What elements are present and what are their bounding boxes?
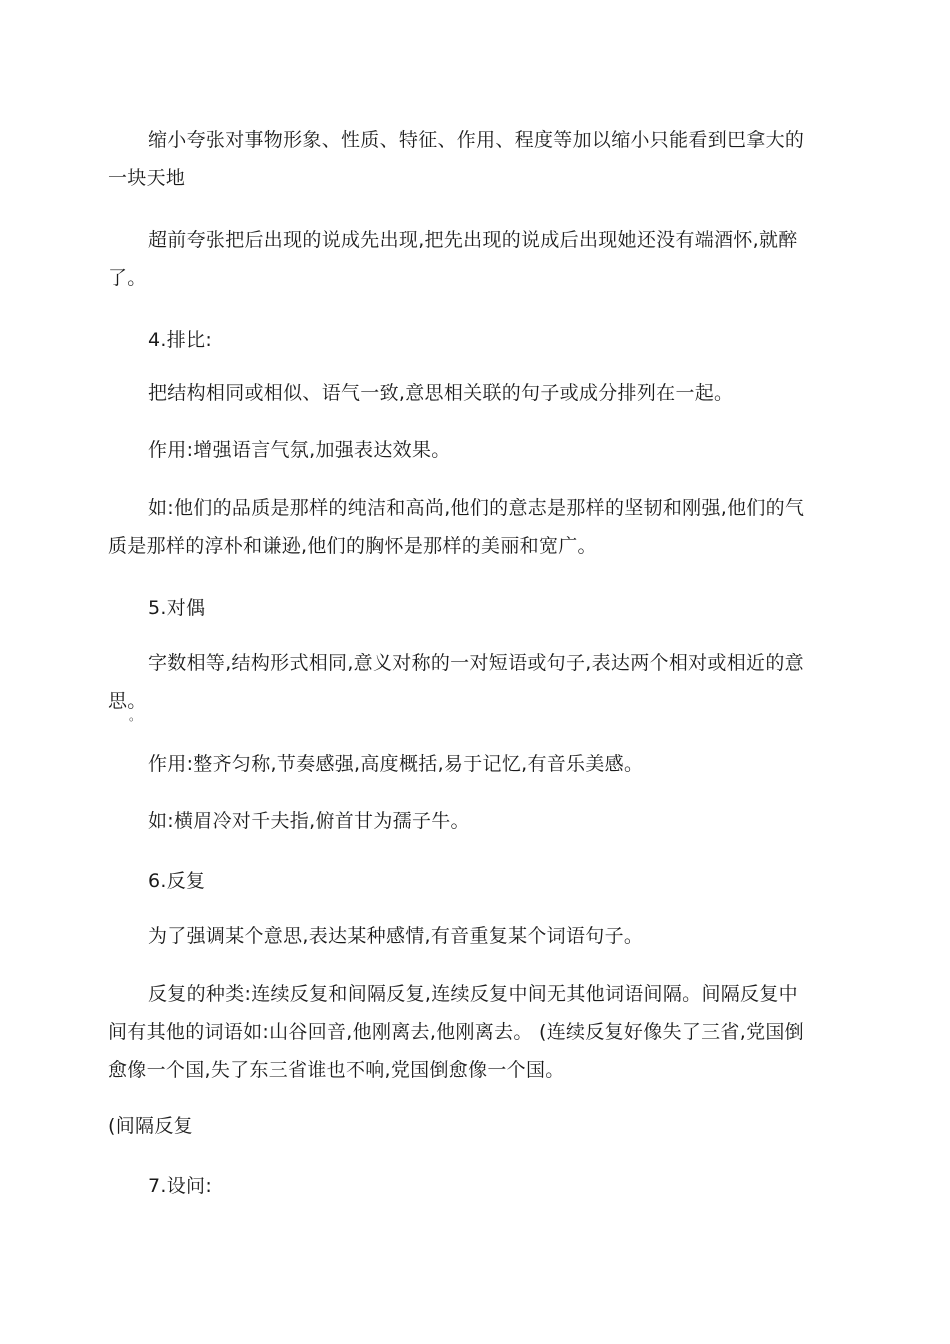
paragraph-duiou-definition-line2: 思。 bbox=[108, 690, 147, 712]
paragraph-chaoqian-line1: 超前夸张把后出现的说成先出现,把先出现的说成后出现她还没有端酒怀,就醉 bbox=[148, 229, 798, 251]
paragraph-jiange-fanfu: (间隔反复 bbox=[108, 1115, 193, 1137]
paragraph-fanfu-types-line1: 反复的种类:连续反复和间隔反复,连续反复中间无其他词语间隔。间隔反复中 bbox=[148, 983, 798, 1005]
paragraph-paibi-definition: 把结构相同或相似、语气一致,意思相关联的句子或成分排列在一起。 bbox=[148, 382, 734, 404]
paragraph-fanfu-types-line2: 间有其他的词语如:山谷回音,他刚离去,他刚离去。 (连续反复好像失了三省,党国倒 bbox=[108, 1021, 804, 1043]
paragraph-paibi-example-line2: 质是那样的淳朴和谦逊,他们的胸怀是那样的美丽和宽广。 bbox=[108, 535, 597, 557]
paragraph-chaoqian-line2: 了。 bbox=[108, 267, 147, 289]
paragraph-duiou-effect: 作用:整齐匀称,节奏感强,高度概括,易于记忆,有音乐美感。 bbox=[148, 753, 644, 775]
heading-shewen: 7.设问: bbox=[148, 1175, 213, 1197]
heading-duiou: 5.对偶 bbox=[148, 597, 206, 619]
heading-paibi: 4.排比: bbox=[148, 329, 213, 351]
paragraph-duiou-example: 如:横眉冷对千夫指,俯首甘为孺子牛。 bbox=[148, 810, 470, 832]
paragraph-suoxiao-line1: 缩小夸张对事物形象、性质、特征、作用、程度等加以缩小只能看到巴拿大的 bbox=[148, 129, 805, 151]
paragraph-suoxiao-line2: 一块天地 bbox=[108, 167, 186, 189]
paragraph-paibi-effect: 作用:增强语言气氛,加强表达效果。 bbox=[148, 439, 451, 461]
paragraph-duiou-definition-line1: 字数相等,结构形式相同,意义对称的一对短语或句子,表达两个相对或相近的意 bbox=[148, 652, 804, 674]
paragraph-paibi-example-line1: 如:他们的品质是那样的纯洁和高尚,他们的意志是那样的坚韧和刚强,他们的气 bbox=[148, 497, 805, 519]
paragraph-fanfu-definition: 为了强调某个意思,表达某种感情,有音重复某个词语句子。 bbox=[148, 925, 644, 947]
heading-fanfu: 6.反复 bbox=[148, 870, 206, 892]
stray-punctuation: 。 bbox=[129, 709, 142, 723]
paragraph-fanfu-types-line3: 愈像一个国,失了东三省谁也不响,党国倒愈像一个国。 bbox=[108, 1059, 565, 1081]
